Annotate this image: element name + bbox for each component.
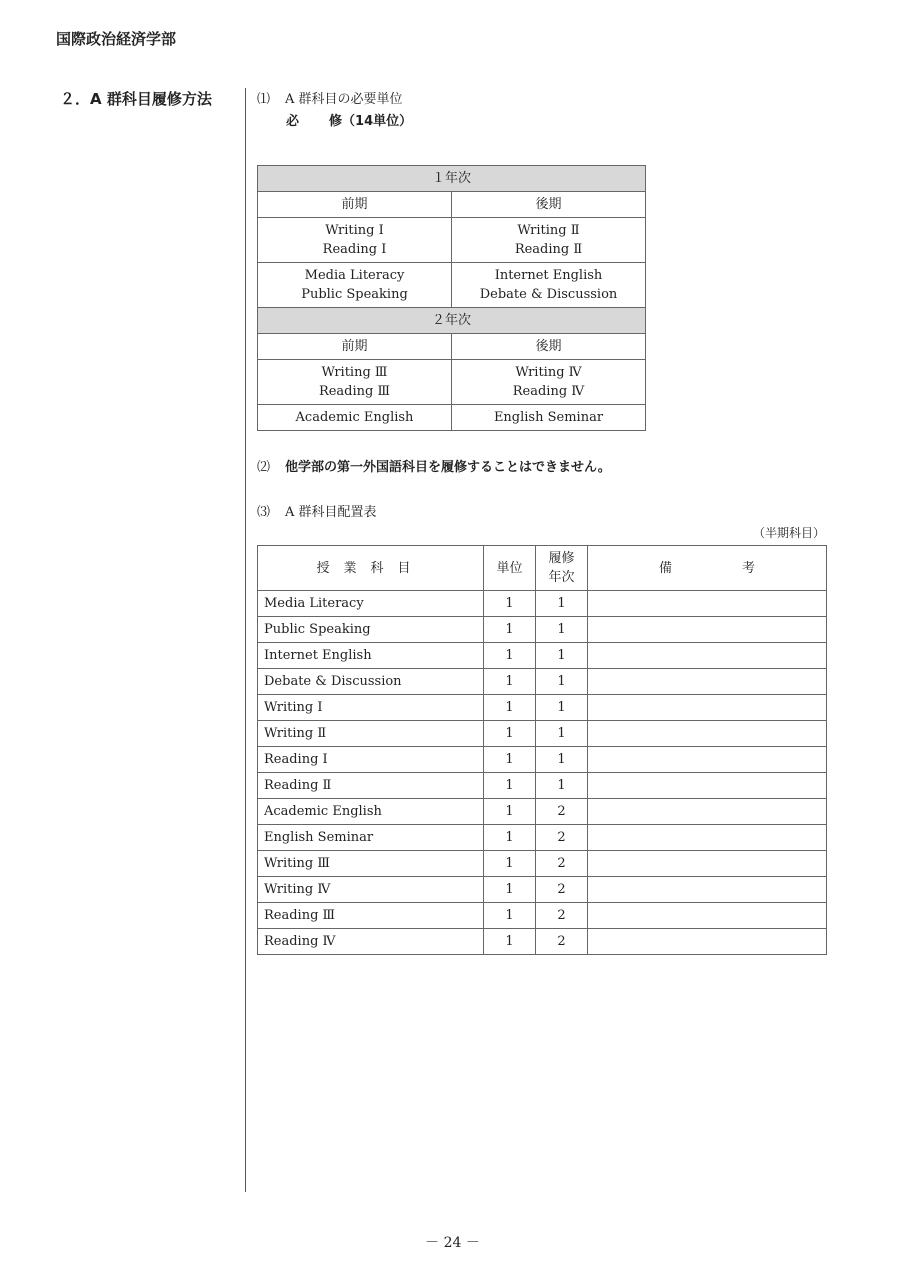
item3-number: ⑶ xyxy=(257,505,271,520)
table-row xyxy=(258,851,827,877)
credits-cell: 1 xyxy=(484,929,536,955)
schedule-course: Reading Ⅱ xyxy=(514,242,583,257)
item2-number: ⑵ xyxy=(257,460,271,475)
year-cell: 1 xyxy=(536,721,588,747)
year-cell: 1 xyxy=(536,617,588,643)
credits-cell: 1 xyxy=(484,669,536,695)
remarks-cell xyxy=(588,591,827,617)
credits-cell: 1 xyxy=(484,721,536,747)
year-cell: 1 xyxy=(536,747,588,773)
schedule-course: Writing Ⅲ xyxy=(321,364,388,380)
year-cell: 2 xyxy=(536,799,588,825)
credits-cell: 1 xyxy=(484,877,536,903)
schedule-course: Internet English xyxy=(494,267,603,283)
schedule-course: Writing Ⅱ xyxy=(517,222,580,238)
year-cell: 2 xyxy=(536,929,588,955)
remarks-cell xyxy=(588,877,827,903)
course-cell: Academic English xyxy=(258,799,484,825)
credits-cell: 1 xyxy=(484,799,536,825)
remarks-cell xyxy=(588,799,827,825)
course-cell: Internet English xyxy=(258,643,484,669)
item1-title: A 群科目の必要単位 xyxy=(285,92,403,107)
schedule-cell xyxy=(258,263,452,308)
item3-heading xyxy=(257,501,377,520)
year-label: １年次 xyxy=(258,166,646,192)
schedule-cell xyxy=(452,263,646,308)
year-cell: 1 xyxy=(536,669,588,695)
credits-cell: 1 xyxy=(484,591,536,617)
credits-cell: 1 xyxy=(484,695,536,721)
remarks-cell xyxy=(588,825,827,851)
schedule-course: Reading Ⅰ xyxy=(322,242,387,257)
year-cell: 1 xyxy=(536,773,588,799)
course-cell: Writing Ⅲ xyxy=(258,851,484,877)
table-row xyxy=(258,903,827,929)
schedule-course: Writing Ⅳ xyxy=(515,364,582,380)
year-cell: 1 xyxy=(536,695,588,721)
credits-cell: 1 xyxy=(484,825,536,851)
remarks-cell xyxy=(588,929,827,955)
second-half-header: 後期 xyxy=(452,192,646,218)
year-cell: 2 xyxy=(536,877,588,903)
course-cell: Reading Ⅳ xyxy=(258,929,484,955)
course-cell: Writing Ⅱ xyxy=(258,721,484,747)
schedule-cell xyxy=(258,360,452,405)
table-row xyxy=(258,591,827,617)
table-row xyxy=(258,799,827,825)
course-cell: Reading Ⅰ xyxy=(258,747,484,773)
credits-cell: 1 xyxy=(484,773,536,799)
course-cell: Writing Ⅳ xyxy=(258,877,484,903)
remarks-cell xyxy=(588,617,827,643)
year-label: ２年次 xyxy=(258,308,646,334)
credits-cell: 1 xyxy=(484,643,536,669)
item2 xyxy=(257,456,611,475)
schedule-course: Media Literacy xyxy=(304,267,405,283)
item2-text: 他学部の第一外国語科目を履修することはできません。 xyxy=(285,460,611,475)
remarks-cell xyxy=(588,747,827,773)
schedule-cell xyxy=(452,218,646,263)
required-label: 必 xyxy=(286,114,300,129)
remarks-cell xyxy=(588,669,827,695)
course-cell: Debate & Discussion xyxy=(258,669,484,695)
year-cell: 2 xyxy=(536,825,588,851)
course-table-body xyxy=(258,591,827,955)
section-title: ２．A 群科目履修方法 xyxy=(60,90,212,108)
remarks-cell xyxy=(588,773,827,799)
course-cell: Public Speaking xyxy=(258,617,484,643)
year-schedule-table xyxy=(257,165,646,431)
item1-number: ⑴ xyxy=(257,92,271,107)
year-cell: 2 xyxy=(536,851,588,877)
remarks-cell xyxy=(588,903,827,929)
schedule-cell xyxy=(452,405,646,431)
course-header: 授業科目 xyxy=(258,546,484,591)
table-row xyxy=(258,721,827,747)
course-cell: Media Literacy xyxy=(258,591,484,617)
table-row xyxy=(258,747,827,773)
year-cell: 1 xyxy=(536,643,588,669)
table-row xyxy=(258,617,827,643)
item3-title: A 群科目配置表 xyxy=(285,505,377,520)
table-row xyxy=(258,695,827,721)
course-table xyxy=(257,545,827,955)
schedule-course: Academic English xyxy=(295,409,414,425)
course-cell: Writing Ⅰ xyxy=(258,695,484,721)
item1-heading xyxy=(257,88,403,107)
table-row xyxy=(258,643,827,669)
remarks-cell xyxy=(588,721,827,747)
remarks-cell xyxy=(588,851,827,877)
unit-note: （半期科目） xyxy=(752,526,825,540)
table-row xyxy=(258,773,827,799)
required-label-2: 修 xyxy=(329,114,343,129)
year-header xyxy=(536,546,588,591)
table-row xyxy=(258,877,827,903)
schedule-course: English Seminar xyxy=(493,409,604,425)
course-cell: English Seminar xyxy=(258,825,484,851)
section-divider xyxy=(245,88,246,1192)
course-cell: Reading Ⅲ xyxy=(258,903,484,929)
page-number: － 24 － xyxy=(425,1235,480,1251)
schedule-course: Reading Ⅳ xyxy=(512,384,585,399)
second-half-header: 後期 xyxy=(452,334,646,360)
year-cell: 1 xyxy=(536,591,588,617)
year-header-line1: 履修 xyxy=(548,551,575,566)
year-header-line2: 年次 xyxy=(548,570,575,585)
schedule-cell xyxy=(452,360,646,405)
first-half-header: 前期 xyxy=(258,192,452,218)
required-value: （14単位） xyxy=(342,114,413,129)
first-half-header: 前期 xyxy=(258,334,452,360)
remarks-header-b: 考 xyxy=(742,560,756,576)
schedule-cell xyxy=(258,218,452,263)
remarks-header xyxy=(588,546,827,591)
remarks-cell xyxy=(588,643,827,669)
schedule-cell xyxy=(258,405,452,431)
department-heading: 国際政治経済学部 xyxy=(56,30,177,48)
course-cell: Reading Ⅱ xyxy=(258,773,484,799)
year-cell: 2 xyxy=(536,903,588,929)
credits-cell: 1 xyxy=(484,747,536,773)
credits-header: 単位 xyxy=(484,546,536,591)
remarks-header-a: 備 xyxy=(658,560,672,576)
credits-cell: 1 xyxy=(484,851,536,877)
remarks-cell xyxy=(588,695,827,721)
schedule-course: Debate & Discussion xyxy=(479,287,618,302)
required-credits xyxy=(286,110,412,129)
table-row xyxy=(258,825,827,851)
credits-cell: 1 xyxy=(484,617,536,643)
table-row xyxy=(258,669,827,695)
schedule-course: Public Speaking xyxy=(301,287,408,302)
schedule-course: Writing Ⅰ xyxy=(325,222,384,238)
schedule-course: Reading Ⅲ xyxy=(318,384,391,399)
table-row xyxy=(258,929,827,955)
credits-cell: 1 xyxy=(484,903,536,929)
